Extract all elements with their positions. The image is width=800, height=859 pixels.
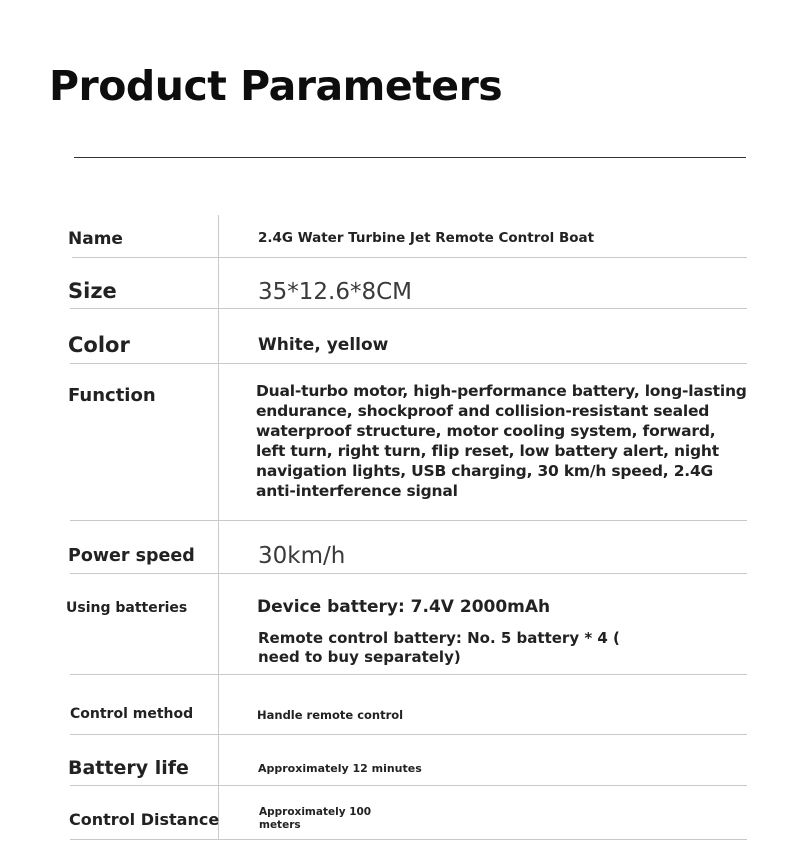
function-value: Dual-turbo motor, high-performance battery, long-lasting endurance, shockproof and collision-resistant sealed waterproof structure, motor cooling system, forward, left turn, right turn, flip reset, low battery alert, night navigation lights, USB charging, 30 km/h speed, 2.4G anti-interference signal bbox=[256, 382, 747, 500]
row-divider bbox=[72, 257, 747, 258]
control-distance-label: Control Distance bbox=[69, 810, 220, 829]
title-divider bbox=[74, 157, 746, 158]
row-divider bbox=[70, 308, 747, 309]
row-divider bbox=[70, 785, 747, 786]
batteries-label: Using batteries bbox=[66, 600, 188, 616]
power-speed-value: 30km/h bbox=[258, 543, 346, 569]
battery-life-value: Approximately 12 minutes bbox=[258, 762, 422, 775]
remote-battery-value: Remote control battery: No. 5 battery * 4 ( need to buy separately) bbox=[258, 629, 620, 666]
row-divider bbox=[70, 520, 747, 521]
row-divider bbox=[70, 734, 747, 735]
control-distance-value: Approximately 100 meters bbox=[259, 806, 372, 831]
control-method-value: Handle remote control bbox=[257, 708, 404, 722]
color-label: Color bbox=[68, 333, 130, 357]
color-value: White, yellow bbox=[258, 335, 389, 355]
row-divider bbox=[70, 674, 747, 675]
function-label: Function bbox=[68, 385, 156, 406]
page-title: Product Parameters bbox=[49, 62, 503, 110]
power-speed-label: Power speed bbox=[68, 546, 195, 566]
size-label: Size bbox=[68, 279, 117, 303]
name-value: 2.4G Water Turbine Jet Remote Control Boat bbox=[258, 230, 595, 246]
row-divider bbox=[70, 839, 747, 840]
control-method-label: Control method bbox=[70, 706, 194, 722]
name-label: Name bbox=[68, 229, 123, 249]
row-divider bbox=[70, 573, 747, 574]
device-battery-value: Device battery: 7.4V 2000mAh bbox=[257, 597, 551, 617]
row-divider bbox=[70, 363, 747, 364]
battery-life-label: Battery life bbox=[68, 757, 189, 779]
size-value: 35*12.6*8CM bbox=[258, 279, 413, 305]
